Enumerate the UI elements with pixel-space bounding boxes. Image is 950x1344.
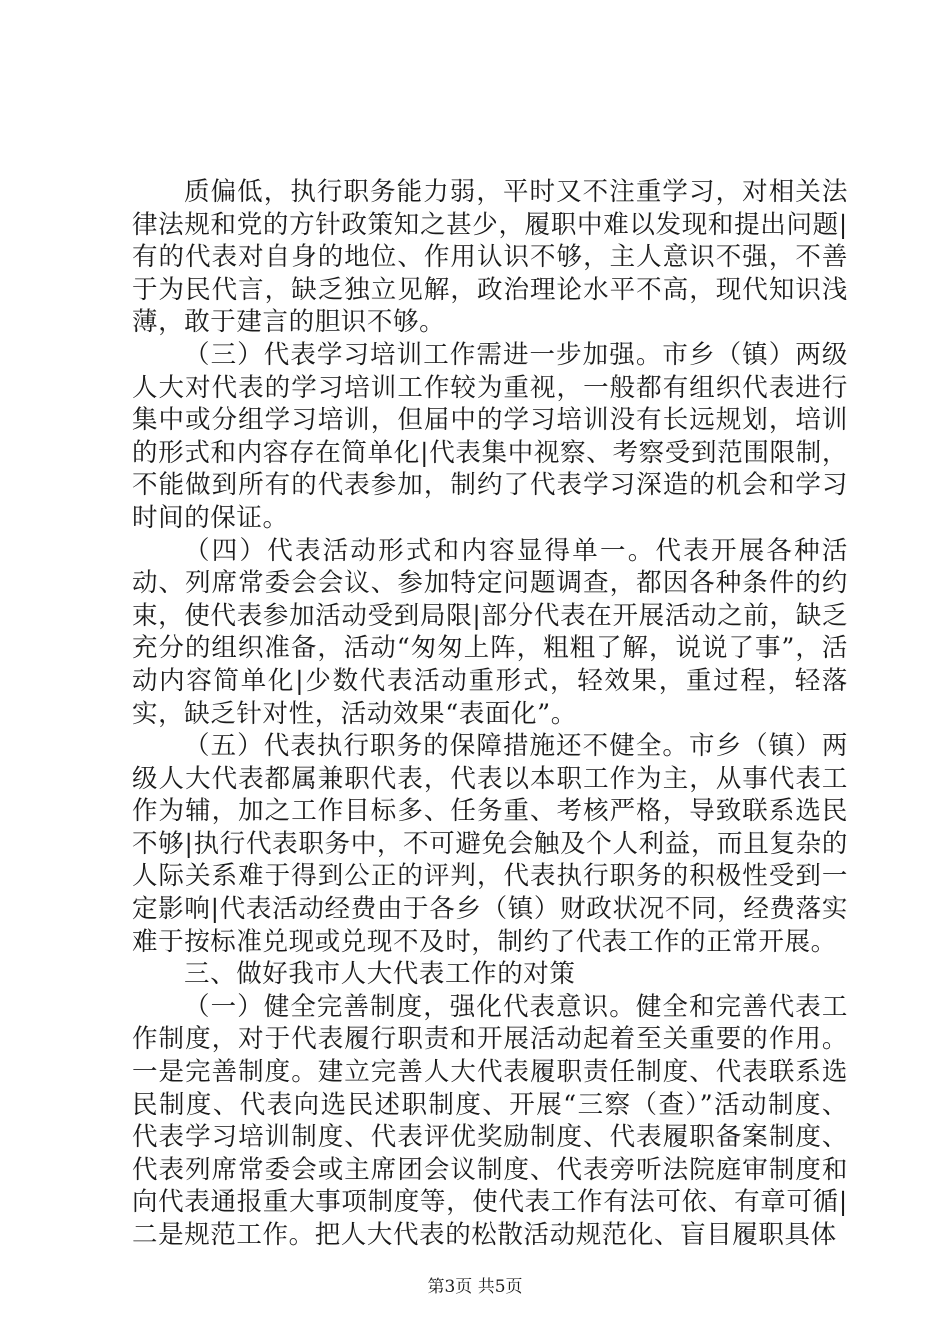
paragraph-5: （一）健全完善制度，强化代表意识。健全和完善代表工作制度，对于代表履行职责和开展活动起着至关重要的作用。一是完善制度。建立完善人大代表履职责任制度、代表联系选民制度、代表向选民述职制度、开展“三察（查）”活动制度、代表学习培训制度、代表评优奖励制度、代表履职备案制度、代表列席常委会或主席团会议制度、代表旁听法院庭审制度和向代表通报重大事项制度等，使代表工作有法可依、有章可循|二是规范工作。把人大代表的松散活动规范化、盲目履职具体 — [132, 991, 848, 1250]
paragraph-3: （四）代表活动形式和内容显得单一。代表开展各种活动、列席常委会会议、参加特定问题调查，都因各种条件的约束，使代表参加活动受到局限|部分代表在开展活动之前，缺乏充分的组织准备，活动“匆匆上阵，粗粗了解，说说了事”，活动内容简单化|少数代表活动重形式，轻效果，重过程，轻落实，缺乏针对性，活动效果“表面化”。 — [132, 535, 848, 729]
paragraph-4: （五）代表执行职务的保障措施还不健全。市乡（镇）两级人大代表都属兼职代表，代表以本职工作为主，从事代表工作为辅，加之工作目标多、任务重、考核严格，导致联系选民不够|执行代表职务中，不可避免会触及个人利益，而且复杂的人际关系难于得到公正的评判，代表执行职务的积极性受到一定影响|代表活动经费由于各乡（镇）财政状况不同，经费落实难于按标准兑现或兑现不及时，制约了代表工作的正常开展。 — [132, 731, 848, 957]
page-total: 共5页 — [477, 1277, 523, 1297]
document-body — [132, 176, 848, 1252]
page-footer — [0, 1272, 950, 1297]
paragraph-2: （三）代表学习培训工作需进一步加强。市乡（镇）两级人大对代表的学习培训工作较为重视，一般都有组织代表进行集中或分组学习培训，但届中的学习培训没有长远规划，培训的形式和内容存在简单化|代表集中视察、考察受到范围限制，不能做到所有的代表参加，制约了代表学习深造的机会和学习时间的保证。 — [132, 339, 848, 533]
section-heading: 三、做好我市人大代表工作的对策 — [184, 959, 576, 990]
page-number: 第3页 — [427, 1277, 473, 1297]
paragraph-1: 质偏低，执行职务能力弱，平时又不注重学习，对相关法律法规和党的方针政策知之甚少，履职中难以发现和提出问题|有的代表对自身的地位、作用认识不够，主人意识不强，不善于为民代言，缺乏独立见解，政治理论水平不高，现代知识浅薄，敢于建言的胆识不够。 — [132, 177, 848, 338]
